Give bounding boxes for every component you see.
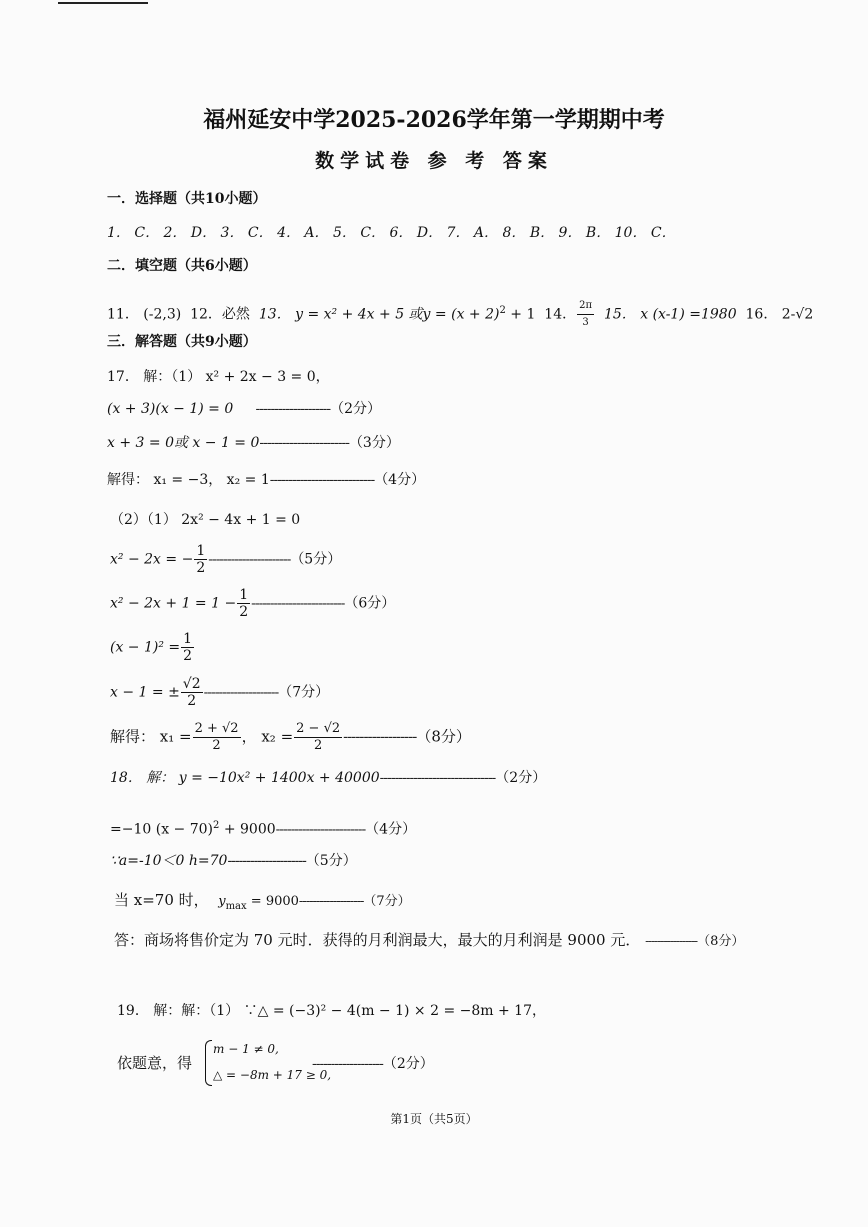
q17-line-3: x + 3 = 0或 x − 1 = 0------------------------（3分） — [107, 435, 400, 451]
answer-13-exponent: 2 — [499, 304, 506, 316]
q19-line-1: 19． 解：解：（1） ∵△ = (−3)² − 4(m − 1) × 2 = −8m + 17， — [117, 1003, 546, 1019]
q17-line-8: (x − 1)² = $\frac{1}{2}$ — [110, 631, 193, 664]
fraction-half: $\frac{1}{2}$ — [183, 631, 193, 664]
q17-line-5: （2）（1） 2x² − 4x + 1 = 0 — [110, 512, 301, 528]
q19-condition-2: △ = −8m + 17 ≥ 0, — [213, 1068, 332, 1082]
q19-score: -------------------（2分） — [312, 1056, 434, 1072]
page-footer: 第1页（共5页） — [390, 1112, 478, 1126]
q18-answer: 答：商场将售价定为 70 元时．获得的月利润最大，最大的月利润是 9000 元． -----------------（8分） — [114, 931, 745, 949]
top-rule — [58, 2, 148, 4]
section-heading-choice: 一．选择题（共10小题） — [107, 191, 267, 207]
answer-14-fraction: $\frac{2\pi}{3}$ — [579, 300, 593, 328]
q17-line-10: 解得： x₁ = $\frac{2 + √2}{2}$ ， x₂ = $\frac{2 - √2}{2}$ ------------------（8分） — [110, 721, 471, 753]
page-subtitle: 数学试卷 参 考 答案 — [315, 150, 553, 172]
fraction-half: $\frac{1}{2}$ — [196, 543, 206, 576]
fraction-root-plus: $\frac{2 + √2}{2}$ — [194, 721, 239, 753]
q17-line-9: x − 1 = ± $\frac{√2}{2}$ --------------------（7分） — [110, 676, 330, 709]
choice-answers: 1． C． 2． D． 3． C． 4． A． 5． C． 6． D． 7． A． 8． B． 9． B． 10． C． — [107, 225, 676, 241]
section-heading-solve: 三．解答题（共9小题） — [107, 334, 257, 350]
answer-12: 12．必然 — [190, 306, 250, 323]
q18-line-4: 当 x=70 时， $y_{max} = 9000-------------------(7$分） — [114, 891, 411, 912]
page-title: 福州延安中学2025-2026学年第一学期期中考 — [203, 107, 665, 133]
q17-line-4: 解得： x₁ = −3， x₂ = 1----------------------------（4分） — [107, 472, 426, 488]
answer-14: 14． — [544, 306, 577, 323]
answer-15: 15． x (x-1) =1980 — [603, 306, 737, 323]
answer-13-tail: + 1 — [510, 306, 536, 323]
answer-11: 11． (-2,3) — [107, 306, 182, 323]
fraction-root2-over-2: $\frac{√2}{2}$ — [182, 676, 201, 709]
fraction-root-minus: $\frac{2 - √2}{2}$ — [296, 721, 341, 753]
q18-line-3: ∵a=-10＜0 h=70---------------------（5分） — [110, 853, 357, 869]
q19-condition-1: m − 1 ≠ 0, — [213, 1042, 279, 1056]
q18-line-1: 18． 解： y = −10x² + 1400x + 40000-------------------------------（2分） — [110, 770, 547, 786]
fill-answers-line — [107, 298, 813, 331]
q18-line-2: =−10 $(x - 70)^2 + 9000------------------------(4$分） — [110, 820, 417, 838]
answer-13: 13． y = x² + 4x + 5 或y = (x + 2) — [258, 306, 500, 323]
q17-line-1: 17． 解：（1） x² + 2x − 3 = 0， — [107, 369, 330, 385]
q17-line-7: x² − 2x + 1 = 1 − $\frac{1}{2}$ -------------------------（6分） — [110, 587, 396, 620]
answer-16: 16． 2-√2 — [745, 306, 814, 323]
q17-line-2: (x + 3)(x − 1) = 0 --------------------（2分） — [107, 401, 382, 417]
equation-system-brace — [205, 1040, 212, 1086]
q17-line-6: x² − 2x = − $\frac{1}{2}$ ----------------------（5分） — [110, 543, 342, 576]
fraction-half: $\frac{1}{2}$ — [239, 587, 249, 620]
q19-line-2: 依题意，得 — [117, 1054, 193, 1072]
section-heading-fill: 二．填空题（共6小题） — [107, 258, 257, 274]
